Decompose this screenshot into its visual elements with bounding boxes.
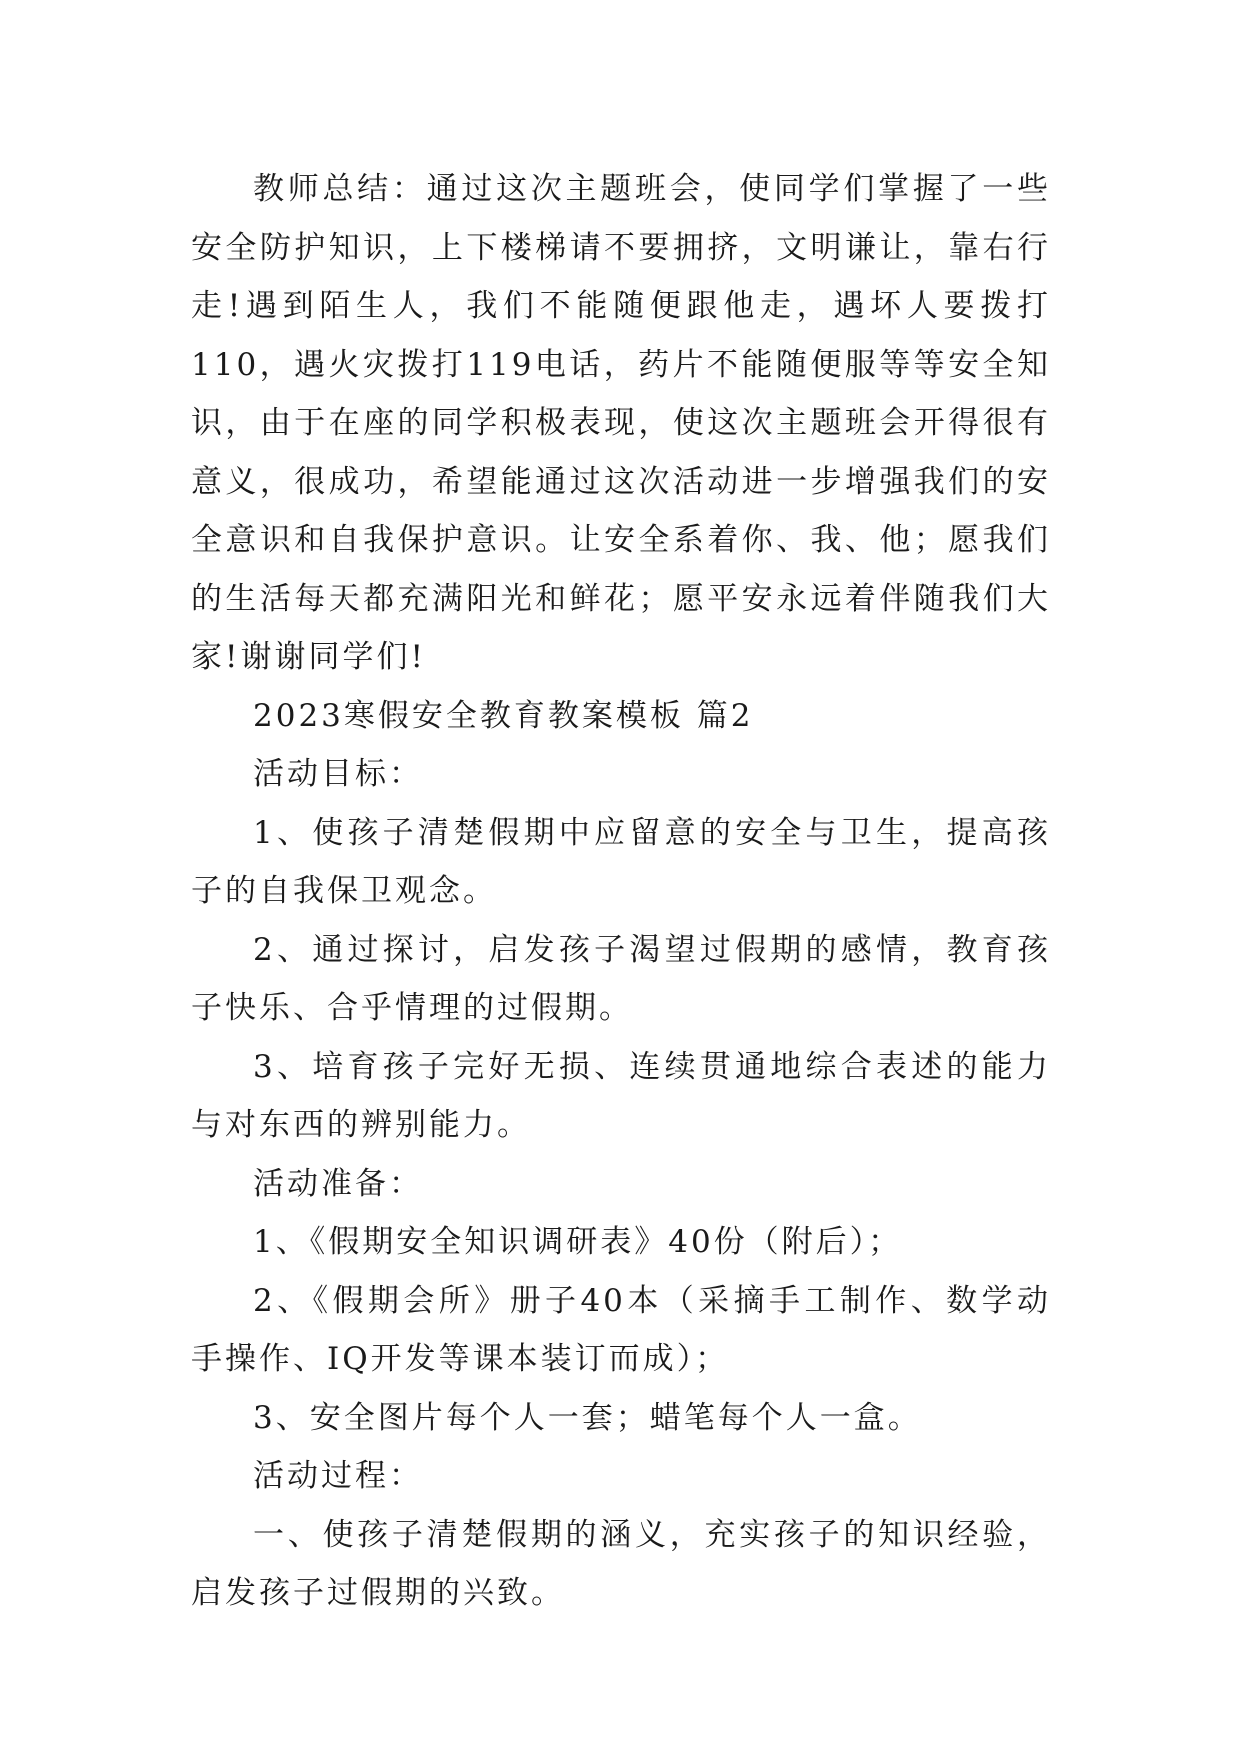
goal-item-3: 3、培育孩子完好无损、连续贯通地综合表述的能力与对东西的辨别能力。 xyxy=(191,1048,1051,1143)
goal-item-2: 2、通过探讨，启发孩子渴望过假期的感情，教育孩子快乐、合乎情理的过假期。 xyxy=(191,931,1051,1026)
document-page xyxy=(191,160,1051,1623)
activity-preparation-heading: 活动准备： xyxy=(253,1165,423,1202)
preparation-item-2: 2、《假期会所》册子40本（采摘手工制作、数学动手操作、IQ开发等课本装订而成）； xyxy=(191,1282,1051,1377)
activity-process-heading: 活动过程： xyxy=(253,1458,423,1494)
preparation-item-3: 3、安全图片每个人一套；蜡笔每个人一盒。 xyxy=(253,1399,922,1436)
preparation-item-1: 1、《假期安全知识调研表》40份（附后）； xyxy=(253,1224,903,1260)
goal-item-1: 1、使孩子清楚假期中应留意的安全与卫生，提高孩子的自我保卫观念。 xyxy=(191,814,1051,909)
section-heading: 2023寒假安全教育教案模板 篇2 xyxy=(253,697,754,734)
activity-goals-heading: 活动目标： xyxy=(253,756,423,792)
summary-paragraph: 教师总结：通过这次主题班会，使同学们掌握了一些安全防护知识，上下楼梯请不要拥挤，文明谦让，靠右行走!遇到陌生人，我们不能随便跟他走，遇坏人要拨打110，遇火灾拨打119电话，药片不能随便服等等安全知识，由于在座的同学积极表现，使这次主题班会开得很有意义，很成功，希望能通过这次活动进一步增强我们的安全意识和自我保护意识。让安全系着你、我、他；愿我们的生活每天都充满阳光和鲜花；愿平安永远着伴随我们大家!谢谢同学们! xyxy=(191,171,1051,675)
process-step-1: 一、使孩子清楚假期的涵义，充实孩子的知识经验，启发孩子过假期的兴致。 xyxy=(191,1516,1051,1611)
